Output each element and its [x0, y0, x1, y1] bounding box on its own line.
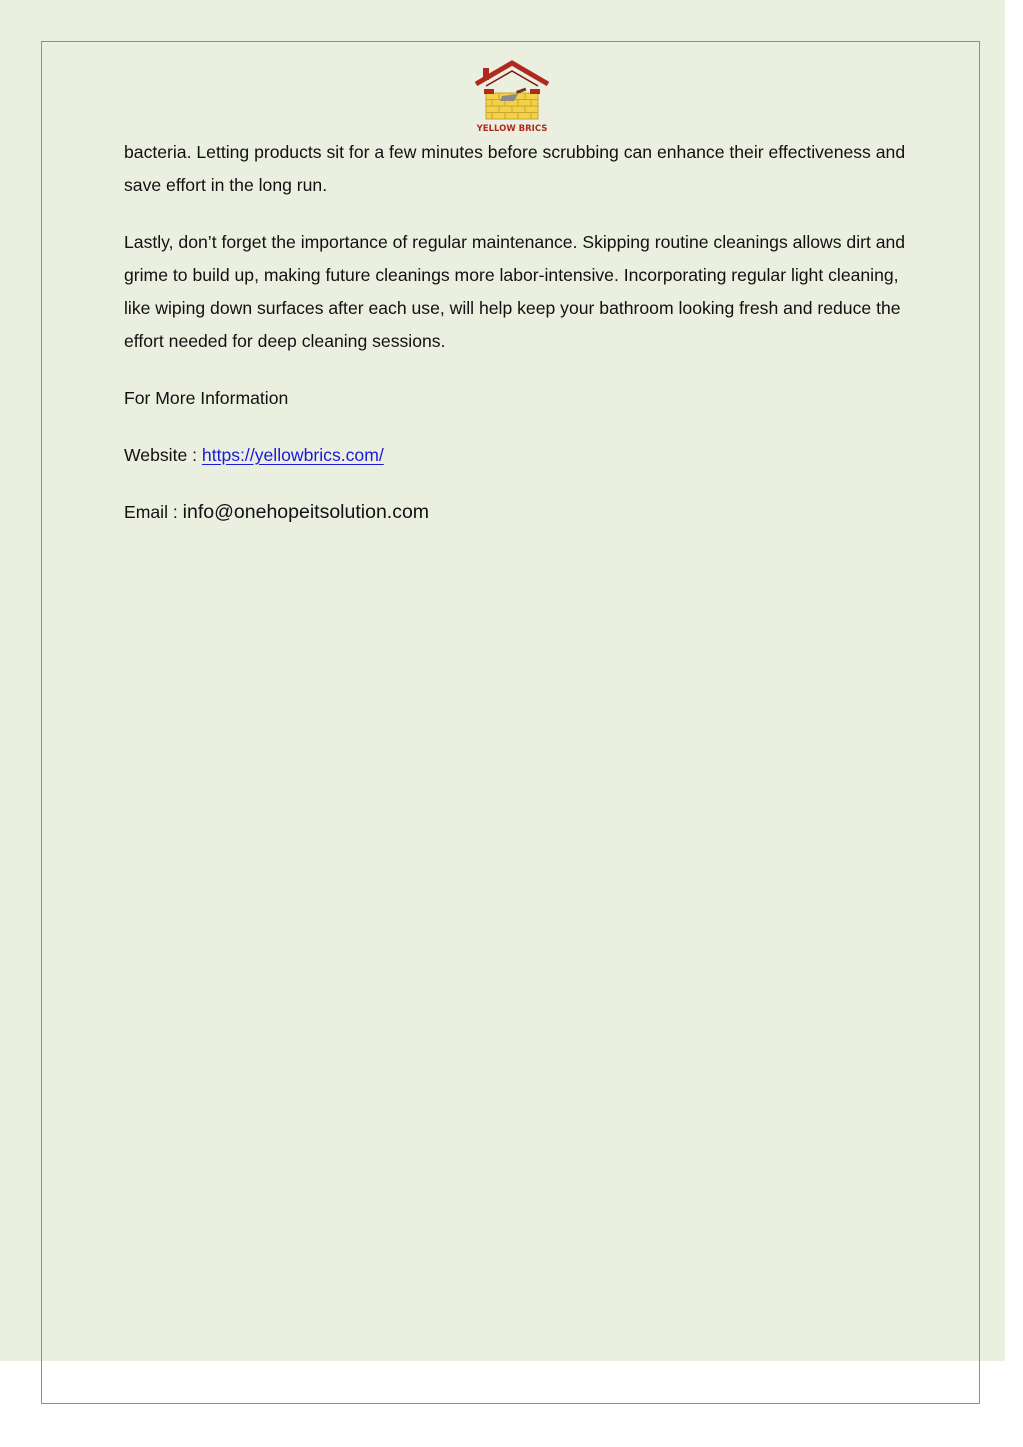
document-body [124, 136, 924, 553]
more-info-heading: For More Information [124, 388, 289, 408]
email-label: Email : [124, 502, 183, 522]
paragraph-continuation: bacteria. Letting products sit for a few minutes before scrubbing can enhance their effectiveness and save effort in the long run. [124, 142, 906, 195]
website-link[interactable]: https://yellowbrics.com/ [201, 445, 384, 465]
paragraph-maintenance: Lastly, don’t forget the importance of regular maintenance. Skipping routine cleanings allows dirt and grime to build up, making future cleanings more labor-intensive. Incorporating regular light cleaning, like wiping down surfaces after each use, will help keep your bathroom looking fresh and reduce the effort needed for deep cleaning sessions. [124, 232, 906, 351]
website-line [124, 439, 924, 472]
website-label: Website : [124, 445, 202, 465]
yellow-brics-logo [472, 60, 552, 136]
house-logo-icon [472, 60, 552, 136]
email-value: info@onehopeitsolution.com [182, 501, 430, 523]
logo-text: YELLOW BRICS [476, 124, 548, 134]
email-line [124, 496, 924, 529]
